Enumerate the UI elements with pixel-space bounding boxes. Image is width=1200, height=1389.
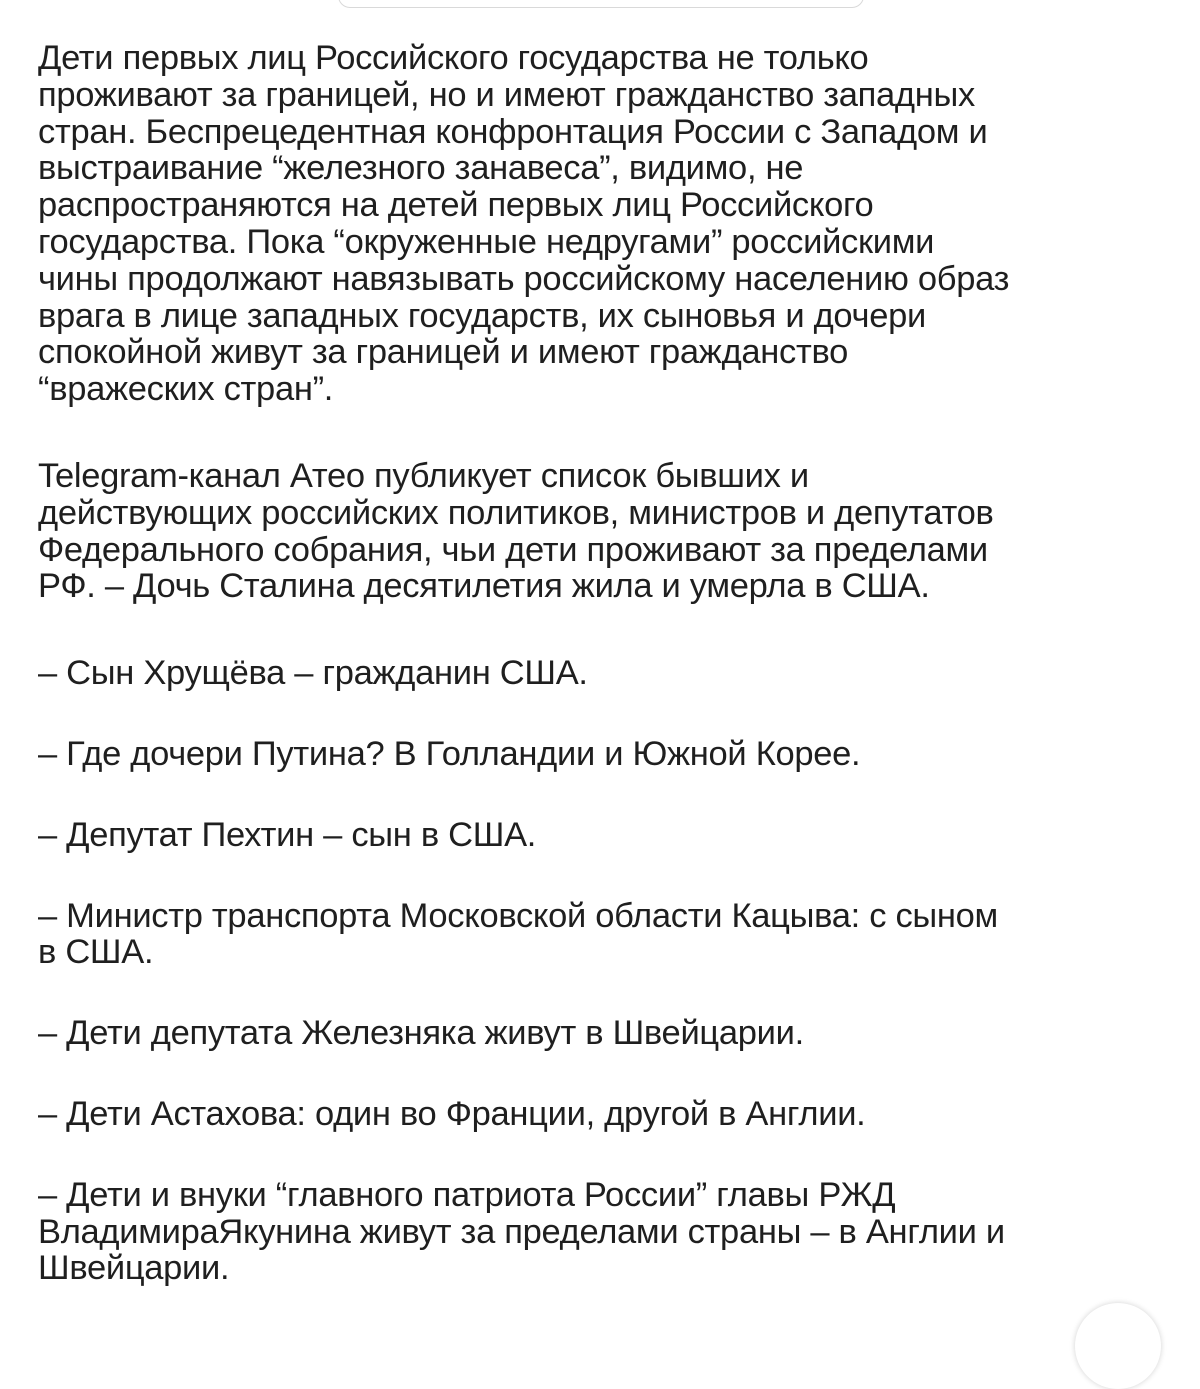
paragraph-line: – Министр транспорта Московской области Кацыва: с сыном	[38, 896, 998, 935]
paragraph-line: – Дети и внуки “главного патриота России” главы РЖД	[38, 1175, 896, 1214]
paragraph-line: выстраивание “железного занавеса”, видимо, не	[38, 149, 804, 188]
paragraph-line: действующих российских политиков, министров и депутатов	[38, 493, 994, 532]
paragraph-line: проживают за границей, но и имеют гражданство западных	[38, 75, 975, 114]
paragraph-line: РФ. – Дочь Сталина десятилетия жила и умерла в США.	[38, 567, 930, 606]
paragraph-line: Швейцарии.	[38, 1249, 230, 1288]
top-search-pill[interactable]	[338, 0, 864, 8]
paragraph-line: распространяются на детей первых лиц Российского	[38, 186, 874, 225]
list-item-khrushchev	[38, 655, 1178, 692]
paragraph-line: врага в лице западных государств, их сыновья и дочери	[38, 296, 926, 335]
list-item-yakunin	[38, 1177, 1178, 1287]
paragraph-line: Telegram-канал Атео публикует список бывших и	[38, 456, 809, 495]
paragraph-line: Федерального собрания, чьи дети проживают за пределами	[38, 530, 988, 569]
list-item-astakhov	[38, 1096, 1178, 1133]
paragraph-line: – Сын Хрущёва – гражданин США.	[38, 654, 588, 693]
list-item-zheleznyak	[38, 1015, 1178, 1052]
telegram-paragraph	[38, 458, 1178, 605]
paragraph-line: – Где дочери Путина? В Голландии и Южной Корее.	[38, 734, 861, 773]
paragraph-line: – Депутат Пехтин – сын в США.	[38, 815, 537, 854]
paragraph-line: – Дети Астахова: один во Франции, другой в Англии.	[38, 1094, 866, 1133]
list-item-putin	[38, 736, 1178, 773]
paragraph-line: Дети первых лиц Российского государства не только	[38, 39, 869, 77]
paragraph-line: стран. Беспрецедентная конфронтация России с Западом и	[38, 112, 988, 151]
paragraph-line: государства. Пока “окруженные недругами” российскими	[38, 222, 935, 261]
paragraph-line: спокойной живут за границей и имеют гражданство	[38, 333, 849, 372]
paragraph-line: “вражеских стран”.	[38, 370, 334, 409]
paragraph-line: – Дети депутата Железняка живут в Швейцарии.	[38, 1014, 804, 1053]
paragraph-line: чины продолжают навязывать российскому населению образ	[38, 259, 1010, 298]
floating-action-button[interactable]	[1075, 1303, 1161, 1389]
article-body	[38, 40, 1178, 1287]
intro-paragraph	[38, 40, 1178, 408]
paragraph-line: ВладимираЯкунина живут за пределами страны – в Англии и	[38, 1212, 1005, 1251]
list-item-pekhtin	[38, 817, 1178, 854]
paragraph-line: в США.	[38, 933, 154, 972]
list-item-katsyva	[38, 898, 1178, 972]
